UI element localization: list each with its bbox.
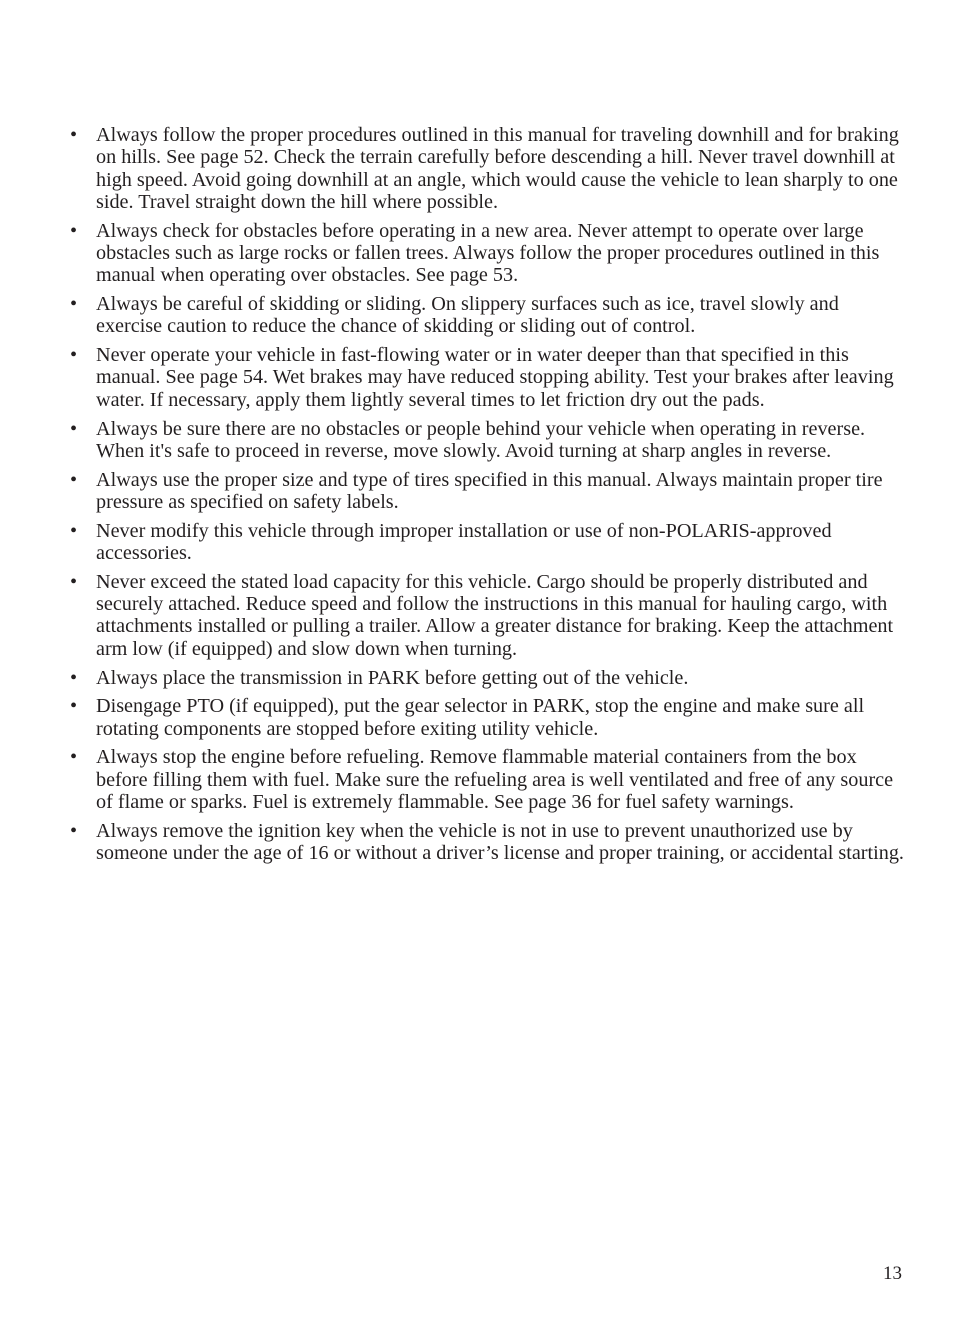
bullet-icon: • xyxy=(70,695,78,718)
bullet-icon: • xyxy=(70,819,78,842)
list-item-text: Always place the transmission in PARK before getting out of the vehicle. xyxy=(96,666,689,689)
safety-bullet-list xyxy=(70,124,904,871)
list-item xyxy=(70,220,904,287)
list-item xyxy=(70,695,904,740)
bullet-icon: • xyxy=(70,219,78,242)
list-item-text: Never operate your vehicle in fast-flowing water or in water deeper than that specified in this manual. See page 54. Wet brakes may have reduced stopping ability. Test your brakes after leaving water. If necessary, apply them lightly several times to let friction dry out the pads. xyxy=(96,344,894,411)
list-item-text: Always remove the ignition key when the vehicle is not in use to prevent unauthorized use by someone under the age of 16 or without a driver’s license and proper training, or accidental starting. xyxy=(96,819,904,865)
bullet-icon: • xyxy=(70,344,78,367)
list-item-text: Disengage PTO (if equipped), put the gear selector in PARK, stop the engine and make sure all rotating components are stopped before exiting utility vehicle. xyxy=(96,695,865,740)
list-item xyxy=(70,520,904,565)
list-item-text: Never modify this vehicle through improper installation or use of non-POLARIS-approved accessories. xyxy=(96,519,832,565)
list-item-text: Always follow the proper procedures outlined in this manual for traveling downhill and for braking on hills. See page 52. Check the terrain carefully before descending a hill. Never travel downhill at high speed. Avoid going downhill at an angle, which would cause the vehicle to lean sharply to one side. Travel straight down the hill where possible. xyxy=(96,124,899,213)
list-item xyxy=(70,667,904,689)
bullet-icon: • xyxy=(70,519,78,542)
list-item xyxy=(70,820,904,865)
bullet-icon: • xyxy=(70,570,78,593)
list-item-text: Always stop the engine before refueling. Remove flammable material containers from the box before filling them with fuel. Make sure the refueling area is well ventilated and free of any source of flame or sparks. Fuel is extremely flammable. See page 36 for fuel safety warnings. xyxy=(96,746,894,814)
bullet-icon: • xyxy=(70,746,78,769)
list-item xyxy=(70,124,904,213)
page-number: 13 xyxy=(883,1263,902,1284)
bullet-icon: • xyxy=(70,124,78,146)
list-item xyxy=(70,571,904,660)
list-item-text: Always be sure there are no obstacles or people behind your vehicle when operating in reverse. When it's safe to proceed in reverse, move slowly. Avoid turning at sharp angles in reverse. xyxy=(96,417,866,462)
list-item xyxy=(70,418,904,463)
list-item-text: Always be careful of skidding or sliding. On slippery surfaces such as ice, travel slowly and exercise caution to reduce the chance of skidding or sliding out of control. xyxy=(96,293,839,338)
list-item-text: Always use the proper size and type of tires specified in this manual. Always maintain proper tire pressure as specified on safety labels. xyxy=(96,468,883,513)
list-item xyxy=(70,344,904,411)
list-item-text: Never exceed the stated load capacity for this vehicle. Cargo should be properly distributed and securely attached. Reduce speed and follow the instructions in this manual for hauling cargo, with attachments installed or pulling a trailer. Allow a greater distance for braking. Keep the attachment arm low (if equipped) and slow down when turning. xyxy=(96,570,894,660)
bullet-icon: • xyxy=(70,468,78,491)
list-item xyxy=(70,469,904,514)
list-item-text: Always check for obstacles before operating in a new area. Never attempt to operate over large obstacles such as large rocks or fallen trees. Always follow the proper procedures outlined in this manual when operating over obstacles. See page 53. xyxy=(96,219,880,287)
bullet-icon: • xyxy=(70,293,78,316)
list-item xyxy=(70,746,904,813)
bullet-icon: • xyxy=(70,417,78,440)
bullet-icon: • xyxy=(70,666,78,689)
list-item xyxy=(70,293,904,338)
